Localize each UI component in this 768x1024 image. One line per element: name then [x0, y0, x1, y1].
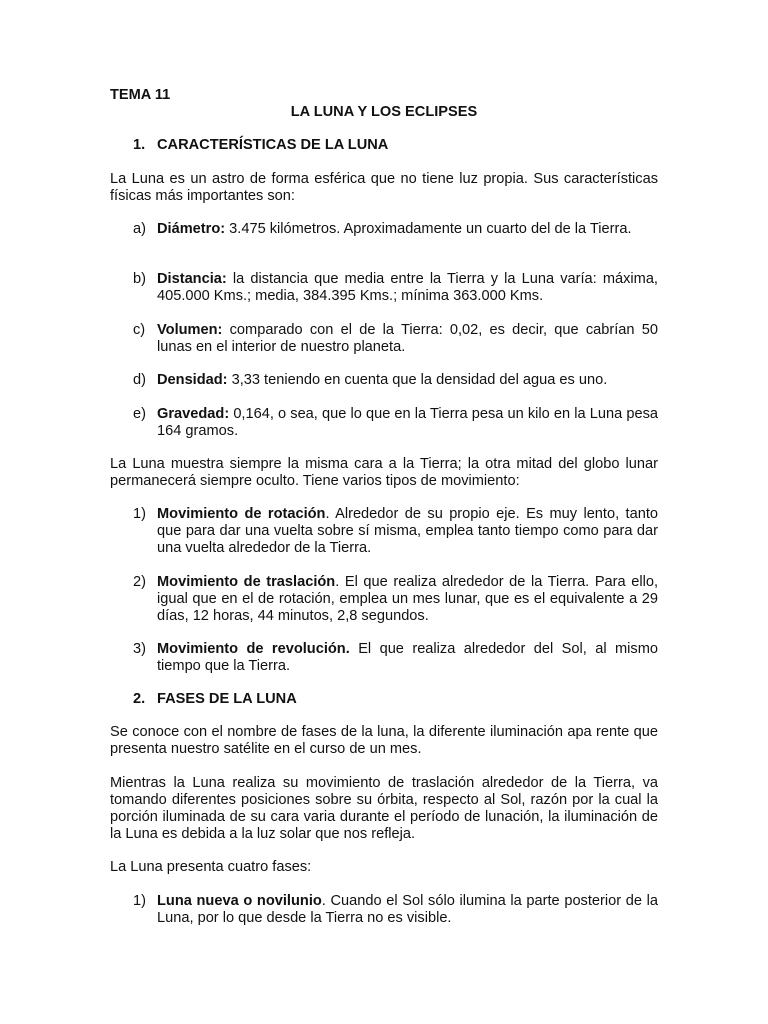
item-term: Volumen: [157, 322, 223, 338]
movement-intro-paragraph: La Luna muestra siempre la misma cara a la Tierra; la otra mitad del globo lunar permanecerá siempre oculto. Tiene varios tipos de movimiento: [110, 456, 658, 489]
item-marker: e) [133, 406, 146, 422]
section-number: 2. [133, 691, 146, 707]
item-text: . El que realiza alrededor de la Tierra. Para ello, igual que en el de rotación, emplea un mes lunar, que es el equivalente a 29 días, 12 horas, 44 minutos, 2,8 segundos. [157, 574, 658, 624]
feature-item [133, 271, 658, 305]
section-heading-characteristics [133, 137, 388, 154]
movement-item [133, 506, 658, 557]
phases-paragraph-1: Se conoce con el nombre de fases de la luna, la diferente iluminación apa rente que presenta nuestro satélite en el curso de un mes. [110, 724, 658, 757]
section-number: 1. [133, 137, 146, 153]
section-heading-phases [133, 691, 297, 708]
feature-item [133, 406, 658, 440]
item-term: Movimiento de revolución. [157, 641, 350, 657]
item-text: 3,33 teniendo en cuenta que la densidad del agua es uno. [227, 372, 608, 388]
item-marker: b) [133, 271, 146, 287]
item-text: . Alrededor de su propio eje. Es muy lento, tanto que para dar una vuelta sobre sí misma, emplea tanto tiempo como para dar una vuelta alrededor de la Tierra. [157, 506, 658, 556]
phases-paragraph-3: La Luna presenta cuatro fases: [110, 859, 312, 875]
movement-item [133, 641, 658, 675]
item-marker: 1) [133, 506, 146, 522]
item-text: comparado con el de la Tierra: 0,02, es decir, que cabrían 50 lunas en el interior de nuestro planeta. [157, 322, 658, 355]
section-title: CARACTERÍSTICAS DE LA LUNA [157, 137, 389, 153]
phase-item [133, 893, 658, 927]
intro-paragraph: La Luna es un astro de forma esférica que no tiene luz propia. Sus características físicas más importantes son: [110, 171, 658, 204]
feature-item [133, 322, 658, 356]
feature-item [133, 372, 658, 389]
item-text: 0,164, o sea, que lo que en la Tierra pesa un kilo en la Luna pesa 164 gramos. [157, 406, 658, 439]
item-term: Densidad: [157, 372, 228, 388]
feature-item [133, 221, 658, 238]
section-title: FASES DE LA LUNA [157, 691, 297, 707]
item-marker: 1) [133, 893, 146, 909]
item-term: Diámetro: [157, 221, 226, 237]
item-term: Movimiento de traslación [157, 574, 336, 590]
item-marker: 2) [133, 574, 146, 590]
movement-item [133, 574, 658, 625]
phases-paragraph-2: Mientras la Luna realiza su movimiento de traslación alrededor de la Tierra, va tomando diferentes posiciones sobre su órbita, respecto al Sol, razón por la cual la porción iluminada de su cara varia durante el período de lunación, la iluminación de la Luna es debida a la luz solar que nos refleja. [110, 775, 658, 842]
item-text: 3.475 kilómetros. Aproximadamente un cuarto del de la Tierra. [225, 221, 632, 237]
item-term: Luna nueva o novilunio [157, 893, 322, 909]
document-title: LA LUNA Y LOS ECLIPSES [290, 104, 478, 120]
item-term: Distancia: [157, 271, 227, 287]
item-marker: c) [133, 322, 146, 338]
item-marker: a) [133, 221, 146, 237]
item-term: Movimiento de rotación [157, 506, 326, 522]
item-text: . Cuando el Sol sólo ilumina la parte posterior de la Luna, por lo que desde la Tierra no es visible. [157, 893, 659, 926]
item-marker: d) [133, 372, 146, 388]
topic-number: TEMA 11 [110, 87, 171, 103]
item-text: la distancia que media entre la Tierra y la Luna varía: máxima, 405.000 Kms.; media, 384.395 Kms.; mínima 363.000 Kms. [157, 271, 658, 304]
item-term: Gravedad: [157, 406, 230, 422]
item-text: El que realiza alrededor del Sol, al mismo tiempo que la Tierra. [157, 641, 658, 674]
item-marker: 3) [133, 641, 146, 657]
